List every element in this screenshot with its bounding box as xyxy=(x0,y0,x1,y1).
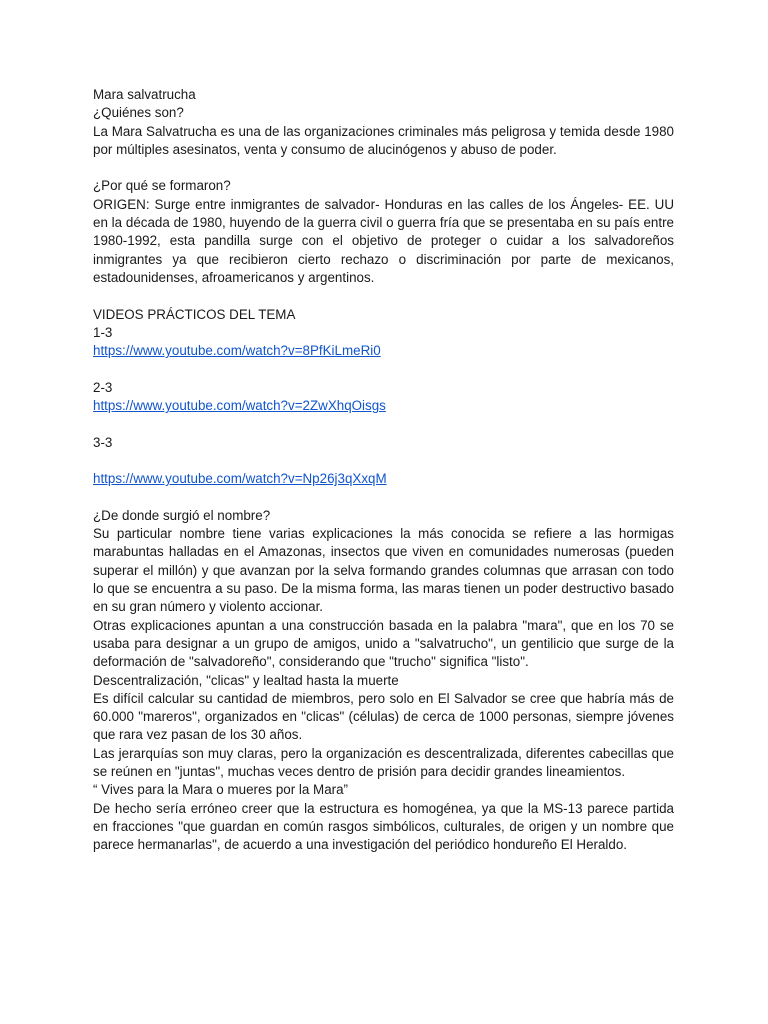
paragraph-structure: De hecho sería erróneo creer que la estructura es homogénea, ya que la MS-13 parece partida en fracciones "que guardan en común rasgos simbólicos, culturales, de origen y un nombre que parece hermanarlas", de acuerdo a una investigación del periódico hondureño El Heraldo. xyxy=(93,800,674,853)
question-why: ¿Por qué se formaron? xyxy=(93,178,231,194)
paragraph-other-explanations: Otras explicaciones apuntan a una construcción basada en la palabra "mara", que en los 70 se usaba para designar a un grupo de amigos, unido a "salvatrucho", un gentilicio que surge de la deformación de "salvadoreño", considerando que "trucho" significa "listo". xyxy=(93,617,674,670)
video-label-1: 1-3 xyxy=(93,324,113,340)
heading-decentralization: Descentralización, "clicas" y lealtad hasta la muerte xyxy=(93,672,399,688)
spacer xyxy=(93,452,674,470)
videos-heading: VIDEOS PRÁCTICOS DEL TEMA xyxy=(93,306,296,322)
video-link-3[interactable]: https://www.youtube.com/watch?v=Np26j3qXxqM xyxy=(93,471,387,487)
spacer xyxy=(93,287,674,305)
question-who: ¿Quiénes son? xyxy=(93,105,184,121)
video-link-2[interactable]: https://www.youtube.com/watch?v=2ZwXhqOisgs xyxy=(93,398,386,414)
quote-line: “ Vives para la Mara o mueres por la Mara” xyxy=(93,782,349,798)
paragraph-hierarchy: Las jerarquías son muy claras, pero la organización es descentralizada, diferentes cabecillas que se reúnen en "juntas", muchas veces dentro de prisión para decidir grandes lineamientos. xyxy=(93,745,674,779)
document-title: Mara salvatrucha xyxy=(93,87,196,102)
video-label-2: 2-3 xyxy=(93,379,113,395)
video-link-1[interactable]: https://www.youtube.com/watch?v=8PfKiLmeRi0 xyxy=(93,343,381,359)
question-name-origin: ¿De donde surgió el nombre? xyxy=(93,507,271,523)
spacer xyxy=(93,415,674,433)
video-label-3: 3-3 xyxy=(93,434,113,450)
spacer xyxy=(93,360,674,378)
paragraph-members: Es difícil calcular su cantidad de miembros, pero solo en El Salvador se cree que habría más de 60.000 "mareros", organizados en "clicas" (células) de cerca de 1000 personas, siempre jóvenes que rara vez pasan de los 30 años. xyxy=(93,690,674,743)
paragraph-origin: ORIGEN: Surge entre inmigrantes de salvador- Honduras en las calles de los Ángeles- EE. UU en la década de 1980, huyendo de la guerra civil o guerra fría que se presentaba en su país entre 1980-1992, esta pandilla surge con el objetivo de proteger o cuidar a los salvadoreños inmigrantes ya que recibieron cierto rechazo o discriminación por parte de mexicanos, estadounidenses, afroamericanos y argentinos. xyxy=(93,196,674,285)
paragraph-who: La Mara Salvatrucha es una de las organizaciones criminales más peligrosa y temida desde 1980 por múltiples asesinatos, venta y consumo de alucinógenos y abuso de poder. xyxy=(93,123,674,157)
paragraph-name-origin: Su particular nombre tiene varias explicaciones la más conocida se refiere a las hormigas marabuntas halladas en el Amazonas, insectos que viven en comunidades numerosas (pueden superar el millón) y que avanzan por la selva formando grandes columnas que arrasan con todo lo que se encuentra a su paso. De la misma forma, las maras tienen un poder destructivo basado en su gran número y violento accionar. xyxy=(93,526,674,615)
spacer xyxy=(93,159,674,177)
spacer xyxy=(93,489,674,507)
